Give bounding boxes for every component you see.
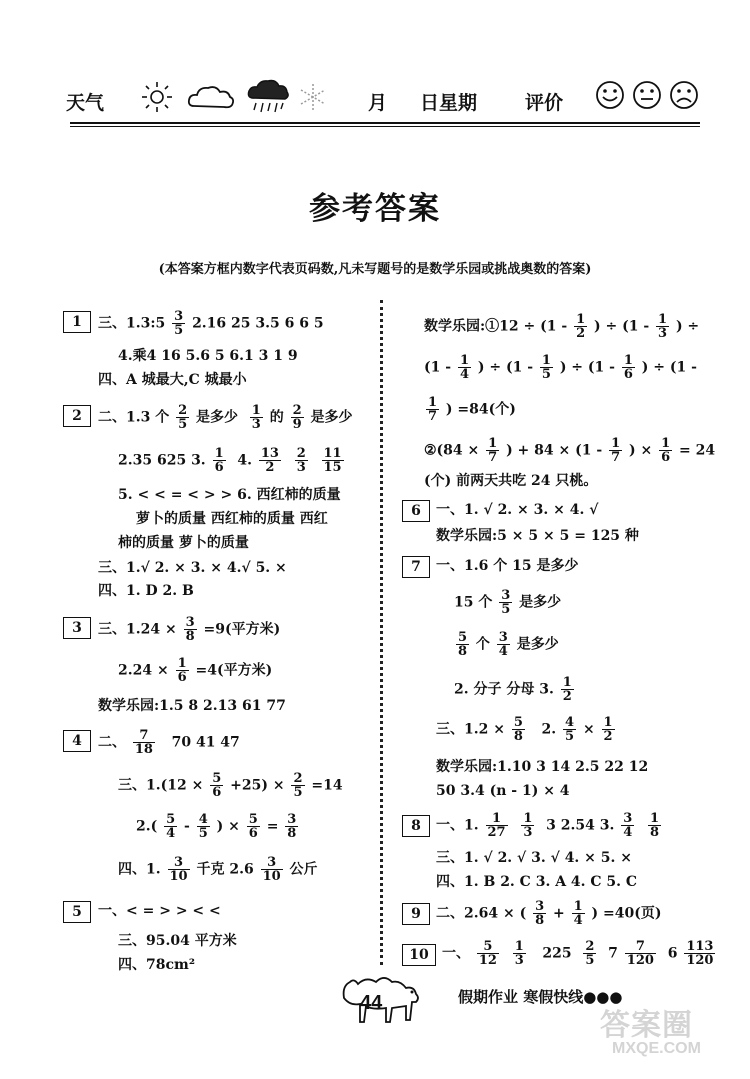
smile-icon	[595, 80, 625, 110]
page-number-box: 10	[402, 944, 436, 966]
answer-line: ②(84 × $\frac{1}{7}$ ) + 84 × (1 - $\frac{1}{7}$ ) × $\frac{1}{6}$ = 24	[424, 436, 716, 465]
month-label: 月	[368, 92, 388, 114]
answer-line: 四、A 城最大,C 城最小	[98, 372, 247, 388]
page-number-box: 6	[402, 500, 430, 522]
answer-line: 四、1. $\frac{3}{10}$ 千克 2.6 $\frac{3}{10}$ 公斤	[118, 855, 318, 884]
sad-face-icon	[669, 80, 699, 110]
page-title: 参考答案	[309, 191, 441, 227]
answer-line: 2.35 625 3. $\frac{1}{6}$ 4. $\frac{13}{2}$ $\frac{2}{3}$ $\frac{11}{15}$	[118, 446, 342, 475]
snow-icon	[298, 82, 328, 112]
page-header	[60, 70, 700, 120]
answer-line: 一、1.6 个 15 是多少	[436, 558, 579, 574]
answer-line: 一、< = > > < <	[98, 903, 221, 919]
answer-line: 2. 分子 分母 3. $\frac{1}{2}$	[454, 675, 572, 704]
page-number-box: 1	[63, 311, 91, 333]
answer-line: (1 - $\frac{1}{4}$ ) ÷ (1 - $\frac{1}{5}$ ) ÷ (1 - $\frac{1}{6}$ ) ÷ (1 -	[424, 353, 697, 382]
answer-line: $\frac{5}{8}$ 个 $\frac{3}{4}$ 是多少	[458, 630, 559, 659]
answer-line: 2.( $\frac{5}{4}$ - $\frac{4}{5}$ ) × $\frac{5}{6}$ = $\frac{3}{8}$	[136, 812, 297, 841]
answer-line: 一、1. √ 2. × 3. × 4. √	[436, 502, 599, 518]
answer-line: 三、1.2 × $\frac{5}{8}$ 2. $\frac{4}{5}$ × $\frac{1}{2}$	[436, 715, 613, 744]
answer-line: 萝卜的质量 西红柿的质量 西红	[136, 511, 328, 527]
neutral-face-icon	[632, 80, 662, 110]
answer-line: 二、 $\frac{7}{18}$ 70 41 47	[98, 728, 240, 757]
watermark-url: MXQE.COM	[612, 1040, 701, 1057]
sun-icon	[140, 80, 174, 114]
answer-line: 柿的质量 萝卜的质量	[118, 535, 249, 551]
answer-line: 数学乐园:①12 ÷ (1 - $\frac{1}{2}$ ) ÷ (1 - $\frac{1}{3}$ ) ÷	[424, 312, 700, 341]
page-number-box: 3	[63, 617, 91, 639]
rain-icon	[246, 78, 290, 118]
page-number-box: 7	[402, 556, 430, 578]
answer-line: 四、1. D 2. B	[98, 583, 194, 599]
cloud-icon	[186, 82, 236, 112]
header-rule	[70, 122, 700, 124]
answer-line: 三、95.04 平方米	[118, 933, 237, 949]
watermark-logo: 答案圈	[600, 1008, 693, 1043]
answer-line: 二、2.64 × ( $\frac{3}{8}$ + $\frac{1}{4}$ ) =40(页)	[436, 899, 662, 928]
answer-line: 三、1.3:5 $\frac{3}{5}$ 2.16 25 3.5 6 6 5	[98, 309, 324, 338]
answer-line: 数学乐园:5 × 5 × 5 = 125 种	[436, 528, 639, 544]
answer-line: 三、1.√ 2. × 3. × 4.√ 5. ×	[98, 560, 287, 576]
footer-book-title: 假期作业 寒假快线●●●	[458, 988, 623, 1006]
answer-line: 三、1.24 × $\frac{3}{8}$ =9(平方米)	[98, 615, 281, 644]
answer-line: 数学乐园:1.5 8 2.13 61 77	[98, 698, 286, 714]
page-number: 44	[360, 992, 383, 1014]
page-number-box: 8	[402, 815, 430, 837]
header-rule-thin	[70, 126, 700, 127]
answer-line: 5. < < = < > > 6. 西红柿的质量	[118, 487, 341, 503]
answer-line: 50 3.4 (n - 1) × 4	[436, 783, 570, 799]
answer-line: 数学乐园:1.10 3 14 2.5 22 12	[436, 759, 649, 775]
weather-label: 天气	[66, 92, 105, 114]
page-number-box: 4	[63, 730, 91, 752]
page-number-box: 5	[63, 901, 91, 923]
answer-line: 一、1. $\frac{1}{27}$ $\frac{1}{3}$ 3 2.54 3. $\frac{3}{4}$ $\frac{1}{8}$	[436, 811, 660, 840]
answer-note: (本答案方框内数字代表页码数,凡未写题号的是数学乐园或挑战奥数的答案)	[158, 262, 592, 277]
page-number-box: 9	[402, 903, 430, 925]
day-week-label: 日星期	[420, 92, 478, 114]
answer-line: (个) 前两天共吃 24 只桃。	[424, 473, 598, 489]
answer-line: 二、1.3 个 $\frac{2}{5}$ 是多少 $\frac{1}{3}$ 的 $\frac{2}{9}$ 是多少	[98, 403, 353, 432]
fraction: $\frac{3}{5}$	[174, 309, 184, 338]
answer-line: 四、78cm²	[118, 957, 195, 973]
answer-line: 三、1.(12 × $\frac{5}{6}$ +25) × $\frac{2}{5}$ =14	[118, 771, 343, 800]
column-divider	[380, 300, 383, 965]
answer-line: 三、1. √ 2. √ 3. √ 4. × 5. ×	[436, 850, 633, 866]
answer-line: $\frac{1}{7}$ ) =84(个)	[428, 395, 516, 424]
answer-line: 四、1. B 2. C 3. A 4. C 5. C	[436, 874, 638, 890]
answer-line: 15 个 $\frac{3}{5}$ 是多少	[454, 588, 562, 617]
answer-line: 2.24 × $\frac{1}{6}$ =4(平方米)	[118, 656, 273, 685]
page-number-box: 2	[63, 405, 91, 427]
answer-line: 4.乘4 16 5.6 5 6.1 3 1 9	[118, 348, 298, 364]
answer-line: 一、 $\frac{5}{12}$ $\frac{1}{3}$ 225 $\frac{2}{5}$ 7 $\frac{7}{120}$ 6 $\frac{113}{120}$	[442, 939, 714, 968]
rating-label: 评价	[525, 92, 564, 114]
